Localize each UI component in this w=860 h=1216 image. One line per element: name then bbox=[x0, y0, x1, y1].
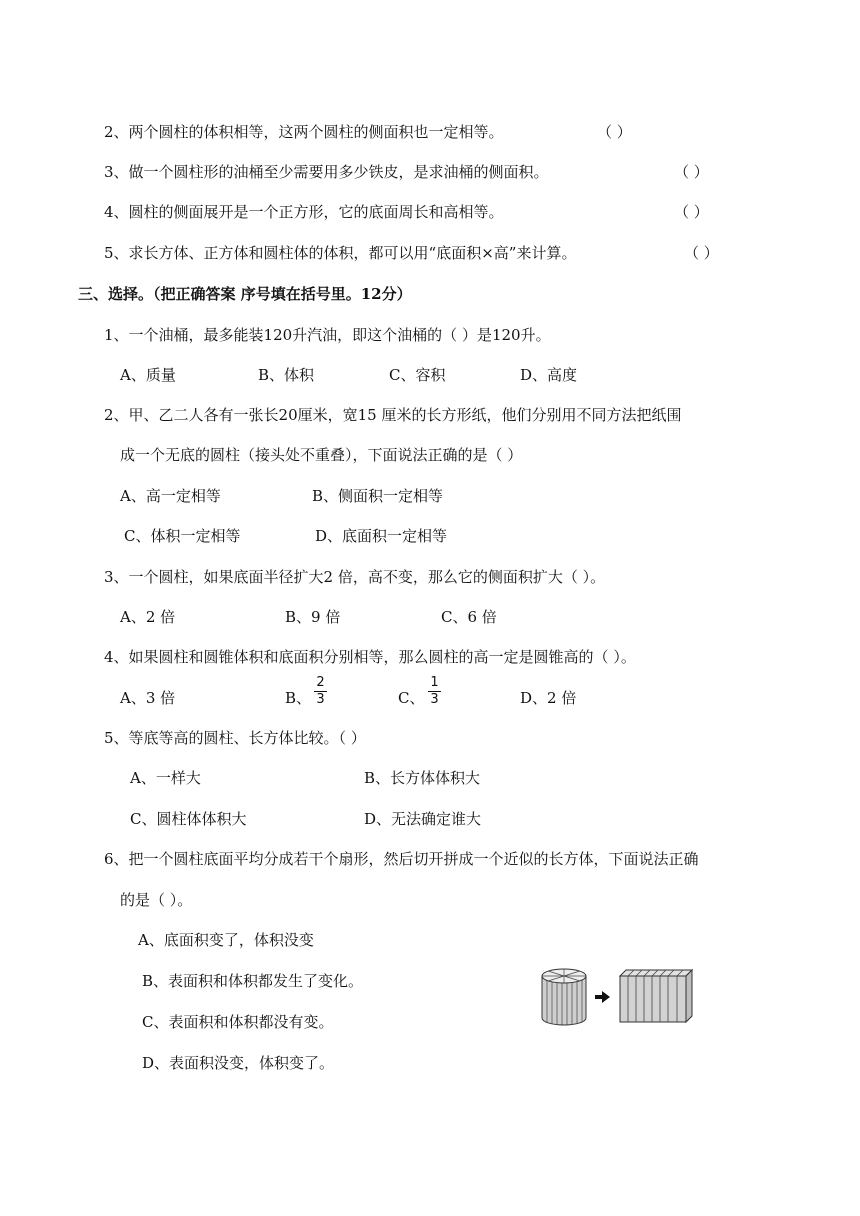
question-4-option-d[interactable]: D、2 倍 bbox=[520, 689, 577, 707]
fraction-numerator: 2 bbox=[316, 675, 325, 690]
question-1-option-d[interactable]: D、高度 bbox=[520, 366, 578, 384]
question-2-option-a[interactable]: A、高一定相等 bbox=[120, 487, 221, 505]
question-6-option-c[interactable]: C、表面积和体积都没有变。 bbox=[142, 1013, 334, 1031]
question-6-stem-line-2: 的是（ ）。 bbox=[120, 891, 193, 909]
answer-bracket-2[interactable]: （ ） bbox=[597, 123, 632, 141]
question-4-stem: 4、如果圆柱和圆锥体积和底面积分别相等，那么圆柱的高一定是圆锥高的（ ）。 bbox=[104, 648, 636, 666]
question-3-stem: 3、一个圆柱，如果底面半径扩大2 倍，高不变，那么它的侧面积扩大（ ）。 bbox=[104, 568, 606, 586]
fraction-denominator: 3 bbox=[316, 692, 325, 707]
cylinder-icon bbox=[542, 969, 586, 1025]
judgement-item-4: 4、圆柱的侧面展开是一个正方形，它的底面周长和高相等。 bbox=[104, 203, 504, 221]
question-1-stem: 1、一个油桶，最多能装120升汽油，即这个油桶的（ ）是120升。 bbox=[104, 326, 551, 344]
question-2-stem-line-1: 2、甲、乙二人各有一张长20厘米，宽15 厘米的长方形纸，他们分别用不同方法把纸围 bbox=[104, 406, 682, 424]
question-5-option-a[interactable]: A、一样大 bbox=[130, 769, 201, 787]
answer-bracket-5[interactable]: （ ） bbox=[684, 244, 719, 262]
question-2-option-d[interactable]: D、底面积一定相等 bbox=[315, 527, 448, 545]
question-6-option-d[interactable]: D、表面积没变，体积变了。 bbox=[142, 1054, 335, 1072]
question-4-option-b-fraction bbox=[314, 676, 327, 707]
question-6-option-a[interactable]: A、底面积变了，体积没变 bbox=[138, 931, 314, 949]
fraction-numerator: 1 bbox=[430, 675, 439, 690]
question-4-option-b-prefix[interactable]: B、 bbox=[285, 689, 312, 707]
question-6-stem-line-1: 6、把一个圆柱底面平均分成若干个扇形，然后切开拼成一个近似的长方体，下面说法正确 bbox=[104, 850, 699, 868]
question-5-option-d[interactable]: D、无法确定谁大 bbox=[364, 810, 482, 828]
answer-bracket-3[interactable]: （ ） bbox=[674, 163, 709, 181]
cuboid-icon bbox=[620, 970, 692, 1022]
right-arrow-icon bbox=[595, 991, 610, 1003]
question-5-stem: 5、等底等高的圆柱、长方体比较。（ ） bbox=[104, 729, 366, 747]
question-5-option-c[interactable]: C、圆柱体体积大 bbox=[130, 810, 247, 828]
question-1-option-c[interactable]: C、容积 bbox=[389, 366, 446, 384]
question-4-option-c-prefix[interactable]: C、 bbox=[398, 689, 425, 707]
question-3-option-a[interactable]: A、2 倍 bbox=[120, 608, 176, 626]
answer-bracket-4[interactable]: （ ） bbox=[674, 203, 709, 221]
question-1-option-a[interactable]: A、质量 bbox=[120, 366, 176, 384]
question-4-option-a[interactable]: A、3 倍 bbox=[120, 689, 176, 707]
question-5-option-b[interactable]: B、长方体体积大 bbox=[364, 769, 481, 787]
judgement-item-3: 3、做一个圆柱形的油桶至少需要用多少铁皮，是求油桶的侧面积。 bbox=[104, 163, 549, 181]
judgement-item-2: 2、两个圆柱的体积相等，这两个圆柱的侧面积也一定相等。 bbox=[104, 123, 504, 141]
question-1-option-b[interactable]: B、体积 bbox=[258, 366, 315, 384]
question-3-option-b[interactable]: B、9 倍 bbox=[285, 608, 341, 626]
section-3-title: 三、选择。（把正确答案 序号填在括号里。12分） bbox=[78, 285, 412, 303]
question-3-option-c[interactable]: C、6 倍 bbox=[441, 608, 497, 626]
judgement-item-5: 5、求长方体、正方体和圆柱体的体积，都可以用“底面积×高”来计算。 bbox=[104, 244, 577, 262]
cylinder-to-cuboid-figure bbox=[538, 964, 698, 1028]
question-4-option-c-fraction bbox=[428, 676, 441, 707]
question-2-option-c[interactable]: C、体积一定相等 bbox=[124, 527, 241, 545]
question-2-option-b[interactable]: B、侧面积一定相等 bbox=[312, 487, 444, 505]
question-6-option-b[interactable]: B、表面积和体积都发生了变化。 bbox=[142, 972, 364, 990]
question-2-stem-line-2: 成一个无底的圆柱（接头处不重叠），下面说法正确的是（ ） bbox=[120, 446, 523, 464]
fraction-denominator: 3 bbox=[430, 692, 439, 707]
